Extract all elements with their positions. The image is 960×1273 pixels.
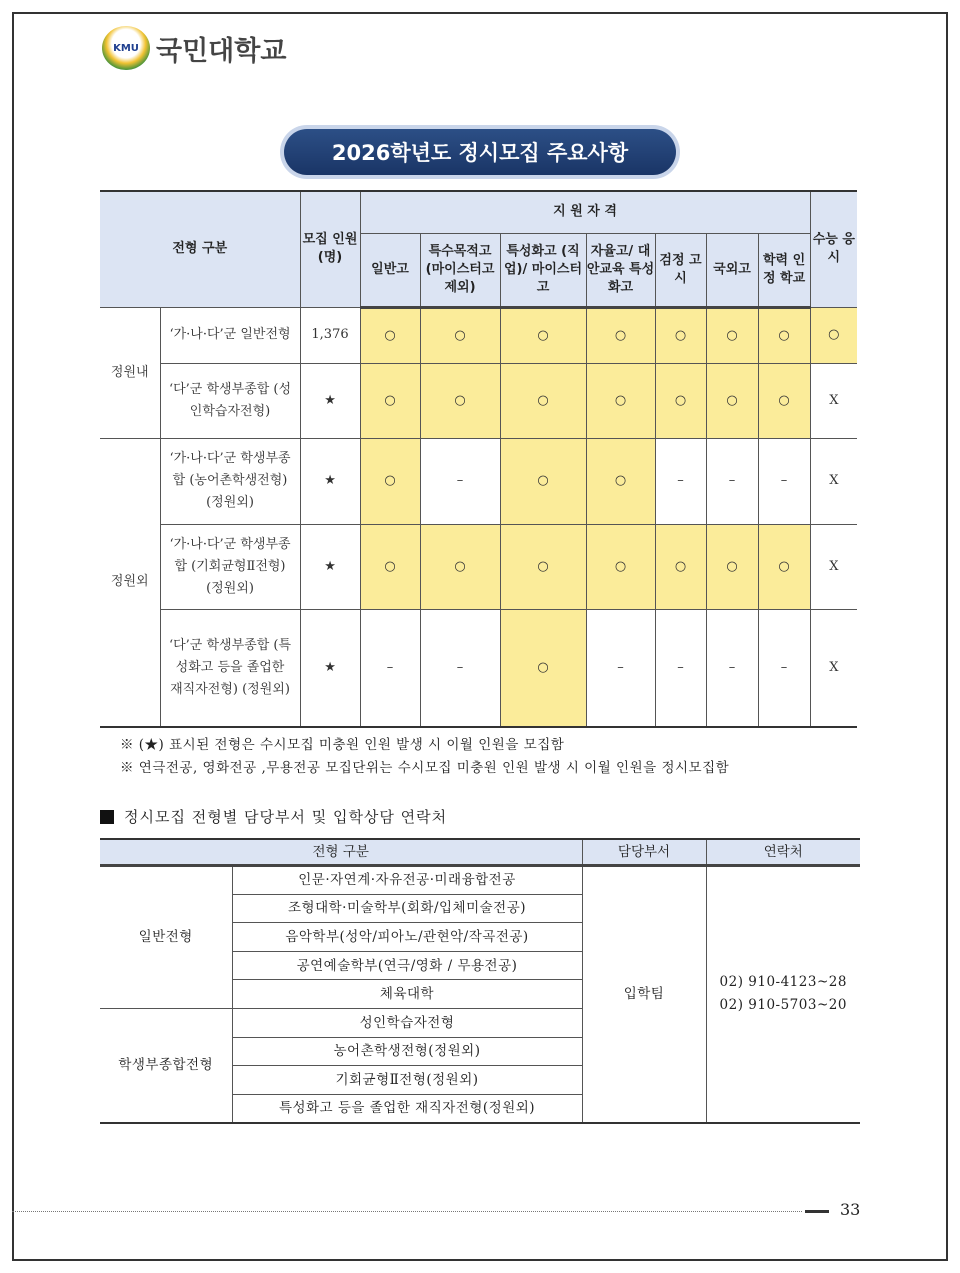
eligibility-cell: ○ [500, 363, 586, 438]
eligibility-cell: ○ [360, 307, 420, 363]
unit-name: 음악학부(성악/피아노/관현악/작곡전공) [232, 923, 582, 952]
eligibility-cell: ○ [500, 438, 586, 524]
page-title-banner [280, 125, 680, 179]
eligibility-cell: ○ [810, 307, 857, 363]
eligibility-cell: ○ [706, 363, 758, 438]
admission-type: ‘가·나·다’군 일반전형 [160, 307, 300, 363]
header-col: 검정 고시 [655, 233, 706, 307]
eligibility-cell: ○ [706, 524, 758, 609]
department: 입학팀 [582, 866, 706, 1123]
phone-number: 02) 910-5703~20 [719, 997, 847, 1014]
eligibility-cell: ○ [586, 307, 655, 363]
eligibility-cell: – [420, 609, 500, 727]
header-col: 학력 인정 학교 [758, 233, 810, 307]
quota: ★ [300, 609, 360, 727]
note: ※ (★) 표시된 전형은 수시모집 미충원 인원 발생 시 이월 인원을 모집함 [120, 737, 565, 753]
eligibility-cell: – [360, 609, 420, 727]
header-col: 특성화고 (직업)/ 마이스터고 [500, 233, 586, 307]
header-count: 모집 인원 (명) [300, 191, 360, 307]
eligibility-cell: ○ [706, 307, 758, 363]
eligibility-cell: – [655, 438, 706, 524]
header-type: 전형 구분 [100, 839, 582, 866]
eligibility-cell: – [420, 438, 500, 524]
eligibility-cell: ○ [655, 307, 706, 363]
eligibility-cell: ○ [586, 363, 655, 438]
table-row [100, 866, 860, 895]
notes [120, 734, 729, 780]
quota: ★ [300, 438, 360, 524]
eligibility-cell: ○ [500, 307, 586, 363]
header-col: 국외고 [706, 233, 758, 307]
unit-name: 특성화고 등을 졸업한 재직자전형(정원외) [232, 1094, 582, 1123]
table-row [100, 438, 857, 524]
unit-name: 공연예술학부(연극/영화 / 무용전공) [232, 951, 582, 980]
header-type: 전형 구분 [100, 191, 300, 307]
section-heading [100, 806, 447, 827]
header-col: 일반고 [360, 233, 420, 307]
admission-type: ‘다’군 학생부종합 (특성화고 등을 졸업한 재직자전형) (정원외) [160, 609, 300, 727]
header-col: 자율고/ 대안교육 특성화고 [586, 233, 655, 307]
unit-name: 기회균형Ⅱ전형(정원외) [232, 1066, 582, 1095]
admission-type: ‘가·나·다’군 학생부종합 (기회균형Ⅱ전형) (정원외) [160, 524, 300, 609]
eligibility-cell: ○ [420, 307, 500, 363]
eligibility-cell: X [810, 438, 857, 524]
square-bullet-icon [100, 810, 114, 824]
quota: ★ [300, 524, 360, 609]
eligibility-cell: ○ [360, 438, 420, 524]
header-contact: 연락처 [706, 839, 860, 866]
eligibility-cell: – [758, 609, 810, 727]
eligibility-cell: ○ [360, 363, 420, 438]
eligibility-cell: ○ [586, 524, 655, 609]
kmu-emblem-icon: KMU [102, 26, 150, 70]
page-number: 33 [840, 1200, 861, 1219]
eligibility-cell: X [810, 609, 857, 727]
eligibility-cell: – [706, 609, 758, 727]
contact-table [100, 838, 860, 1124]
eligibility-cell: X [810, 363, 857, 438]
header-qualification: 지 원 자 격 [360, 191, 810, 233]
eligibility-cell: ○ [500, 524, 586, 609]
unit-name: 인문·자연계·자유전공·미래융합전공 [232, 866, 582, 895]
footer-divider [12, 1211, 802, 1212]
group-label: 일반전형 [100, 866, 232, 1009]
eligibility-cell: ○ [360, 524, 420, 609]
section-title: 정시모집 전형별 담당부서 및 입학상담 연락처 [124, 808, 448, 826]
admission-type: ‘가·나·다’군 학생부종합 (농어촌학생전형) (정원외) [160, 438, 300, 524]
eligibility-cell: – [706, 438, 758, 524]
eligibility-cell: ○ [758, 524, 810, 609]
university-name: 국민대학교 [156, 35, 287, 67]
header-col: 특수목적고 (마이스터고 제외) [420, 233, 500, 307]
group-label: 학생부종합전형 [100, 1008, 232, 1122]
page-title: 2026학년도 정시모집 주요사항 [284, 129, 676, 175]
header-dept: 담당부서 [582, 839, 706, 866]
eligibility-cell: ○ [500, 609, 586, 727]
eligibility-cell: ○ [758, 307, 810, 363]
eligibility-cell: ○ [655, 363, 706, 438]
eligibility-cell: ○ [586, 438, 655, 524]
header-csat: 수능 응시 [810, 191, 857, 307]
table-row [100, 363, 857, 438]
note: ※ 연극전공, 영화전공 ,무용전공 모집단위는 수시모집 미충원 인원 발생 시 이월 인원을 정시모집함 [120, 760, 730, 776]
unit-name: 농어촌학생전형(정원외) [232, 1037, 582, 1066]
table-row [100, 609, 857, 727]
contact-numbers [706, 866, 860, 1123]
eligibility-cell: ○ [655, 524, 706, 609]
eligibility-cell: X [810, 524, 857, 609]
table-row [100, 524, 857, 609]
eligibility-cell: ○ [420, 524, 500, 609]
unit-name: 성인학습자전형 [232, 1008, 582, 1037]
eligibility-cell: – [758, 438, 810, 524]
unit-name: 체육대학 [232, 980, 582, 1009]
group-label: 정원외 [100, 438, 160, 727]
quota: ★ [300, 363, 360, 438]
footer-dash [805, 1210, 829, 1213]
group-label: 정원내 [100, 307, 160, 438]
eligibility-cell: ○ [420, 363, 500, 438]
eligibility-cell: – [586, 609, 655, 727]
admission-qualification-table [100, 190, 857, 728]
eligibility-cell: ○ [758, 363, 810, 438]
phone-number: 02) 910-4123~28 [719, 974, 847, 991]
eligibility-cell: – [655, 609, 706, 727]
table-row [100, 307, 857, 363]
unit-name: 조형대학·미술학부(회화/입체미술전공) [232, 894, 582, 923]
university-logo [102, 26, 286, 70]
quota: 1,376 [300, 307, 360, 363]
admission-type: ‘다’군 학생부종합 (성인학습자전형) [160, 363, 300, 438]
